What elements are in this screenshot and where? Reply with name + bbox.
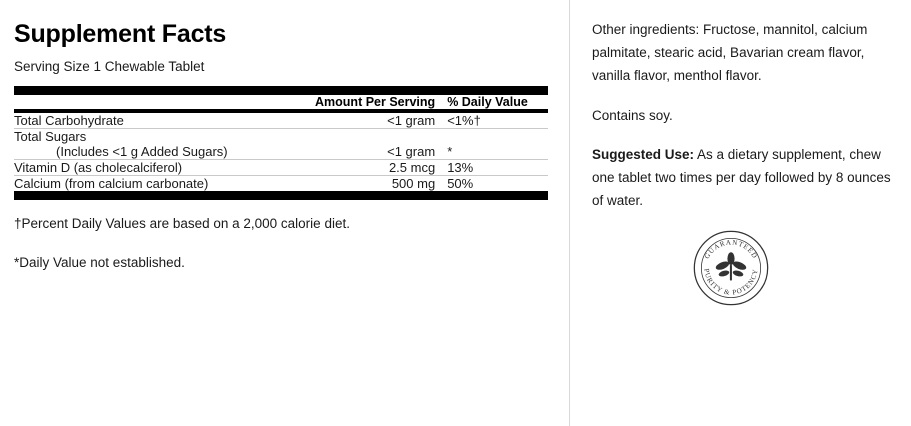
- nutrient-name: [14, 129, 302, 159]
- allergen-statement: Contains soy.: [592, 107, 673, 123]
- table-row: [14, 113, 548, 128]
- seal-container: [592, 229, 895, 307]
- nutrient-amount: <1 gram: [387, 113, 436, 129]
- nutrient-sub-note: (Includes <1 g Added Sugars): [56, 144, 228, 160]
- divider-thick-bottom: [14, 191, 548, 200]
- column-header-amount-per-serving: Amount Per Serving: [315, 95, 436, 109]
- page-title: Supplement Facts: [14, 20, 227, 48]
- table-header-row: [14, 95, 548, 109]
- divider-thick-top: [14, 86, 548, 95]
- column-header-percent-daily-value: % Daily Value: [447, 95, 528, 109]
- svg-text:GUARANTEED: GUARANTEED: [702, 237, 760, 260]
- suggested-use-paragraph: [592, 143, 895, 213]
- other-information-panel: [570, 0, 911, 426]
- nutrient-name: Vitamin D (as cholecalciferol): [14, 160, 183, 176]
- footnote-daily-values: †Percent Daily Values are based on a 2,000 calorie diet.: [14, 216, 350, 232]
- nutrient-name: Calcium (from calcium carbonate): [14, 176, 209, 192]
- nutrient-daily-value: <1%†: [447, 113, 481, 129]
- table-row: [14, 160, 548, 175]
- svg-text:PURITY & POTENCY: PURITY & POTENCY: [702, 267, 760, 297]
- other-ingredients-text: Other ingredients: Fructose, mannitol, calcium palmitate, stearic acid, Bavarian cream flavor, vanilla flavor, menthol flavor.: [592, 22, 868, 84]
- nutrient-daily-value: *: [447, 144, 453, 160]
- footnote-daily-value-not-established: *Daily Value not established.: [14, 255, 185, 271]
- nutrient-amount: 500 mg: [391, 176, 436, 192]
- nutrient-amount: 2.5 mcg: [388, 160, 436, 176]
- guaranteed-purity-potency-seal-icon: [692, 229, 770, 307]
- table-row: [14, 176, 548, 191]
- table-row: [14, 129, 548, 159]
- nutrient-daily-value: 50%: [447, 176, 474, 192]
- nutrition-table: [14, 95, 548, 191]
- suggested-use-text: As a dietary supplement, chew one tablet two times per day followed by 8 ounces of water.: [592, 146, 891, 209]
- header-spacer: [14, 95, 302, 109]
- nutrient-daily-value: 13%: [447, 160, 474, 176]
- serving-size-text: Serving Size 1 Chewable Tablet: [14, 59, 205, 74]
- suggested-use-label: Suggested Use:: [592, 146, 695, 162]
- nutrient-name: Total Carbohydrate: [14, 113, 124, 129]
- nutrient-amount: <1 gram: [387, 144, 436, 160]
- nutrient-name-text: Total Sugars: [14, 129, 87, 145]
